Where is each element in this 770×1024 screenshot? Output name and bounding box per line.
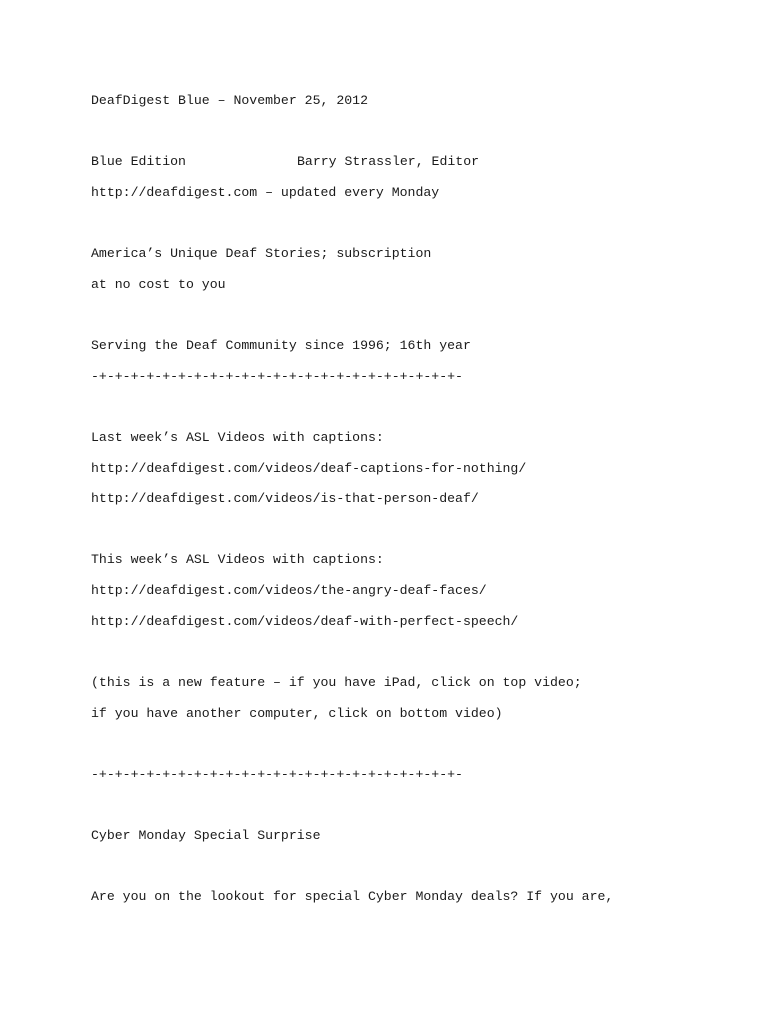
divider-2: -+-+-+-+-+-+-+-+-+-+-+-+-+-+-+-+-+-+-+-+-+-+-+-	[91, 767, 463, 782]
last-week-link-1[interactable]: http://deafdigest.com/videos/deaf-captions-for-nothing/	[91, 461, 527, 476]
feature-note-line-2: if you have another computer, click on bottom video)	[91, 706, 503, 721]
story-heading: Cyber Monday Special Surprise	[91, 828, 321, 843]
last-week-heading: Last week’s ASL Videos with captions:	[91, 430, 384, 445]
serving-line: Serving the Deaf Community since 1996; 16th year	[91, 338, 471, 353]
story-body-line-1: Are you on the lookout for special Cyber Monday deals? If you are,	[91, 889, 614, 904]
this-week-link-2[interactable]: http://deafdigest.com/videos/deaf-with-perfect-speech/	[91, 614, 519, 629]
this-week-heading: This week’s ASL Videos with captions:	[91, 552, 384, 567]
document-title: DeafDigest Blue – November 25, 2012	[91, 93, 368, 108]
this-week-link-1[interactable]: http://deafdigest.com/videos/the-angry-deaf-faces/	[91, 583, 487, 598]
last-week-link-2[interactable]: http://deafdigest.com/videos/is-that-person-deaf/	[91, 491, 479, 506]
feature-note-line-1: (this is a new feature – if you have iPad, click on top video;	[91, 675, 582, 690]
editor-credit: Barry Strassler, Editor	[297, 154, 480, 169]
edition-label: Blue Edition	[91, 154, 186, 169]
tagline-line-2: at no cost to you	[91, 277, 226, 292]
site-link-line[interactable]: http://deafdigest.com – updated every Monday	[91, 185, 440, 200]
tagline-line-1: America’s Unique Deaf Stories; subscription	[91, 246, 432, 261]
divider-1: -+-+-+-+-+-+-+-+-+-+-+-+-+-+-+-+-+-+-+-+-+-+-+-	[91, 369, 463, 384]
